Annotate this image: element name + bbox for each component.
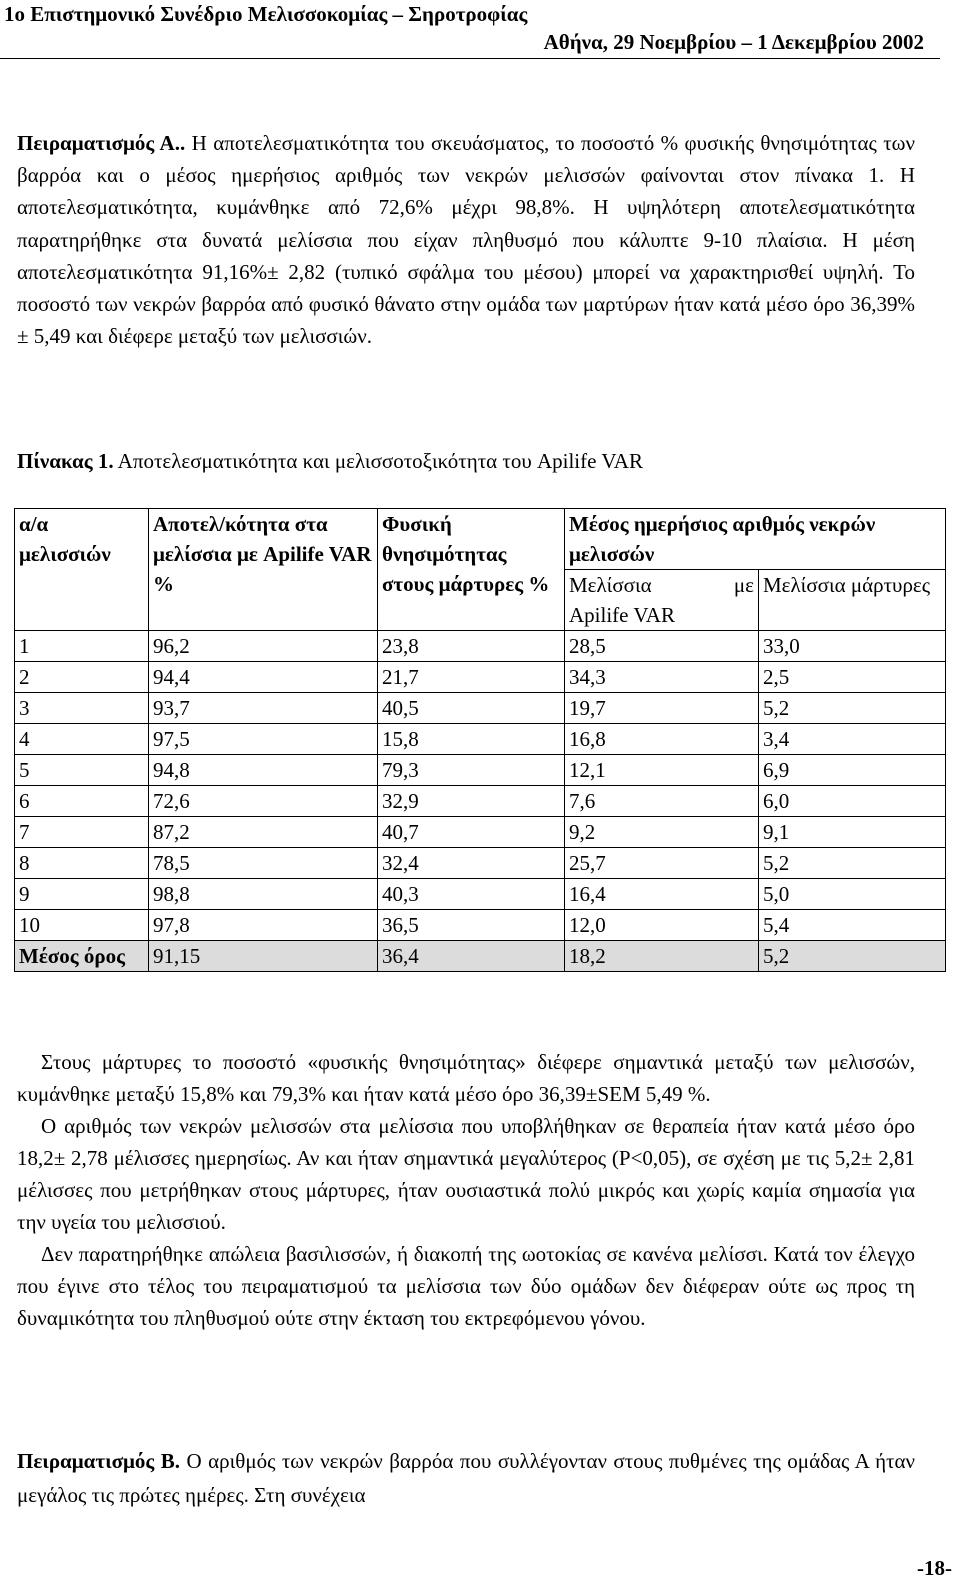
page-number: -18- [917,1556,952,1580]
cell-dead-control: 5,2 [759,693,946,724]
cell-hive-number: 8 [15,848,149,879]
cell-efficacy: 96,2 [149,631,378,662]
mean-label: Μέσος όρος [15,941,149,972]
results-table [14,508,946,972]
paragraph-queens: Δεν παρατηρήθηκε απώλεια βασιλισσών, ή διακοπή της ωοτοκίας σε κανένα μελίσσι. Κατά τον έλεγχο που έγινε στο τέλος του πειραματισμού τα μελίσσια των δύο ομάδων δεν διέφεραν ούτε ως προς τη δυναμικότητα του πληθυσμού ούτε στην έκταση του εκτρεφόμενου γόνου. [17,1242,915,1330]
cell-dead-treated: 7,6 [565,786,759,817]
cell-natural-mortality: 21,7 [378,662,565,693]
paragraph-dead-bees: Ο αριθμός των νεκρών μελισσών στα μελίσσια που υποβλήθηκαν σε θεραπεία ήταν κατά μέσο όρο 18,2± 2,78 μέλισσες ημερησίως. Αν και ήταν σημαντικά μεγαλύτερος (P<0,05), σε σχέση με τις 5,2± 2,81 μέλισσες που μετρήθηκαν στους μάρτυρες, ήταν ουσιαστικά πολύ μικρός και χωρίς καμία σημασία για την υγεία του μελισσιού. [17,1114,915,1234]
cell-dead-treated: 16,8 [565,724,759,755]
cell-hive-number: 1 [15,631,149,662]
conference-title: 1ο Επιστημονικό Συνέδριο Μελισσοκομίας – Σηροτροφίας [4,2,528,26]
header-control-hives: Μελίσσια μάρτυρες [759,570,946,631]
experiment-b-text: Ο αριθμός των νεκρών βαρρόα που συλλέγονταν στους πυθμένες της ομάδας Α ήταν μεγάλος τις πρώτες ημέρες. Στη συνέχεια [17,1449,915,1507]
cell-hive-number: 6 [15,786,149,817]
cell-hive-number: 9 [15,879,149,910]
table-row [15,879,946,910]
cell-natural-mortality: 15,8 [378,724,565,755]
cell-dead-treated: 34,3 [565,662,759,693]
cell-dead-treated: 9,2 [565,817,759,848]
table-row [15,693,946,724]
results-discussion [17,1046,915,1334]
paragraph-experiment-a [17,127,915,352]
experiment-a-heading: Πειραματισμός Α.. [17,131,186,155]
cell-dead-treated: 19,7 [565,693,759,724]
cell-dead-control: 9,1 [759,817,946,848]
header-natural-mortality: Φυσική θνησιμότητας στους μάρτυρες % [378,509,565,631]
table-row [15,724,946,755]
cell-dead-control: 6,0 [759,786,946,817]
mean-natural-mortality: 36,4 [378,941,565,972]
cell-natural-mortality: 40,5 [378,693,565,724]
cell-dead-control: 6,9 [759,755,946,786]
cell-hive-number: 7 [15,817,149,848]
cell-dead-treated: 16,4 [565,879,759,910]
header-daily-dead-bees: Μέσος ημερήσιος αριθμός νεκρών μελισσών [565,509,946,570]
cell-efficacy: 72,6 [149,786,378,817]
cell-dead-control: 5,4 [759,910,946,941]
cell-efficacy: 98,8 [149,879,378,910]
paragraph-experiment-b [17,1444,915,1512]
cell-dead-treated: 28,5 [565,631,759,662]
header-rule [0,58,940,59]
cell-natural-mortality: 79,3 [378,755,565,786]
cell-efficacy: 94,4 [149,662,378,693]
mean-efficacy: 91,15 [149,941,378,972]
cell-hive-number: 5 [15,755,149,786]
cell-hive-number: 4 [15,724,149,755]
mean-dead-control: 5,2 [759,941,946,972]
table-row-mean [15,941,946,972]
cell-hive-number: 10 [15,910,149,941]
cell-dead-control: 3,4 [759,724,946,755]
cell-hive-number: 2 [15,662,149,693]
cell-natural-mortality: 40,7 [378,817,565,848]
cell-hive-number: 3 [15,693,149,724]
header-efficacy: Αποτελ/κότητα στα μελίσσια με Apilife VAR % [149,509,378,631]
table-row [15,786,946,817]
header-treated-hives: Μελίσσια με Apilife VAR [565,570,759,631]
cell-efficacy: 87,2 [149,817,378,848]
cell-dead-treated: 12,1 [565,755,759,786]
table-caption-text: Αποτελεσματικότητα και μελισσοτοξικότητα του Apilife VAR [113,449,643,473]
table-row [15,817,946,848]
cell-natural-mortality: 36,5 [378,910,565,941]
experiment-a-text: Η αποτελεσματικότητα του σκευάσματος, το ποσοστό % φυσικής θνησιμότητας των βαρρόα και ο μέσος ημερήσιος αριθμός των νεκρών μελισσών φαίνονται στον πίνακα 1. Η αποτελεσματικότητα, κυμάνθηκε από 72,6% μέχρι 98,8%. Η υψηλότερη αποτελεσματικότητα παρατηρήθηκε στα δυνατά μελίσσια που είχαν πληθυσμό που κάλυπτε 9-10 πλαίσια. Η μέση αποτελεσματικότητα 91,16%± 2,82 (τυπικό σφάλμα του μέσου) μπορεί να χαρακτηρισθεί υψηλή. Το ποσοστό των νεκρών βαρρόα από φυσικό θάνατο στην ομάδα των μαρτύρων ήταν κατά μέσο όρο 36,39%± 5,49 και διέφερε μεταξύ των μελισσιών. [17,131,915,349]
conference-dates: Αθήνα, 29 Νοεμβρίου – 1 Δεκεμβρίου 2002 [543,30,924,54]
experiment-b-heading: Πειραματισμός Β. [17,1449,181,1473]
cell-natural-mortality: 32,4 [378,848,565,879]
table-row [15,755,946,786]
cell-dead-treated: 12,0 [565,910,759,941]
table-row [15,848,946,879]
table-row [15,910,946,941]
cell-efficacy: 94,8 [149,755,378,786]
mean-dead-treated: 18,2 [565,941,759,972]
cell-natural-mortality: 32,9 [378,786,565,817]
table-row [15,662,946,693]
cell-dead-control: 33,0 [759,631,946,662]
cell-dead-treated: 25,7 [565,848,759,879]
cell-natural-mortality: 23,8 [378,631,565,662]
cell-efficacy: 97,8 [149,910,378,941]
cell-dead-control: 5,0 [759,879,946,910]
table-caption-label: Πίνακας 1. [17,449,114,473]
table-row [15,631,946,662]
cell-natural-mortality: 40,3 [378,879,565,910]
cell-efficacy: 93,7 [149,693,378,724]
cell-efficacy: 78,5 [149,848,378,879]
cell-dead-control: 2,5 [759,662,946,693]
cell-efficacy: 97,5 [149,724,378,755]
table-caption [17,446,643,476]
header-hive-number: α/α μελισσιών [15,509,149,631]
cell-dead-control: 5,2 [759,848,946,879]
paragraph-controls: Στους μάρτυρες το ποσοστό «φυσικής θνησιμότητας» διέφερε σημαντικά μεταξύ των μελισσών, κυμάνθηκε μεταξύ 15,8% και 79,3% και ήταν κατά μέσο όρο 36,39±SEM 5,49 %. [17,1050,915,1106]
